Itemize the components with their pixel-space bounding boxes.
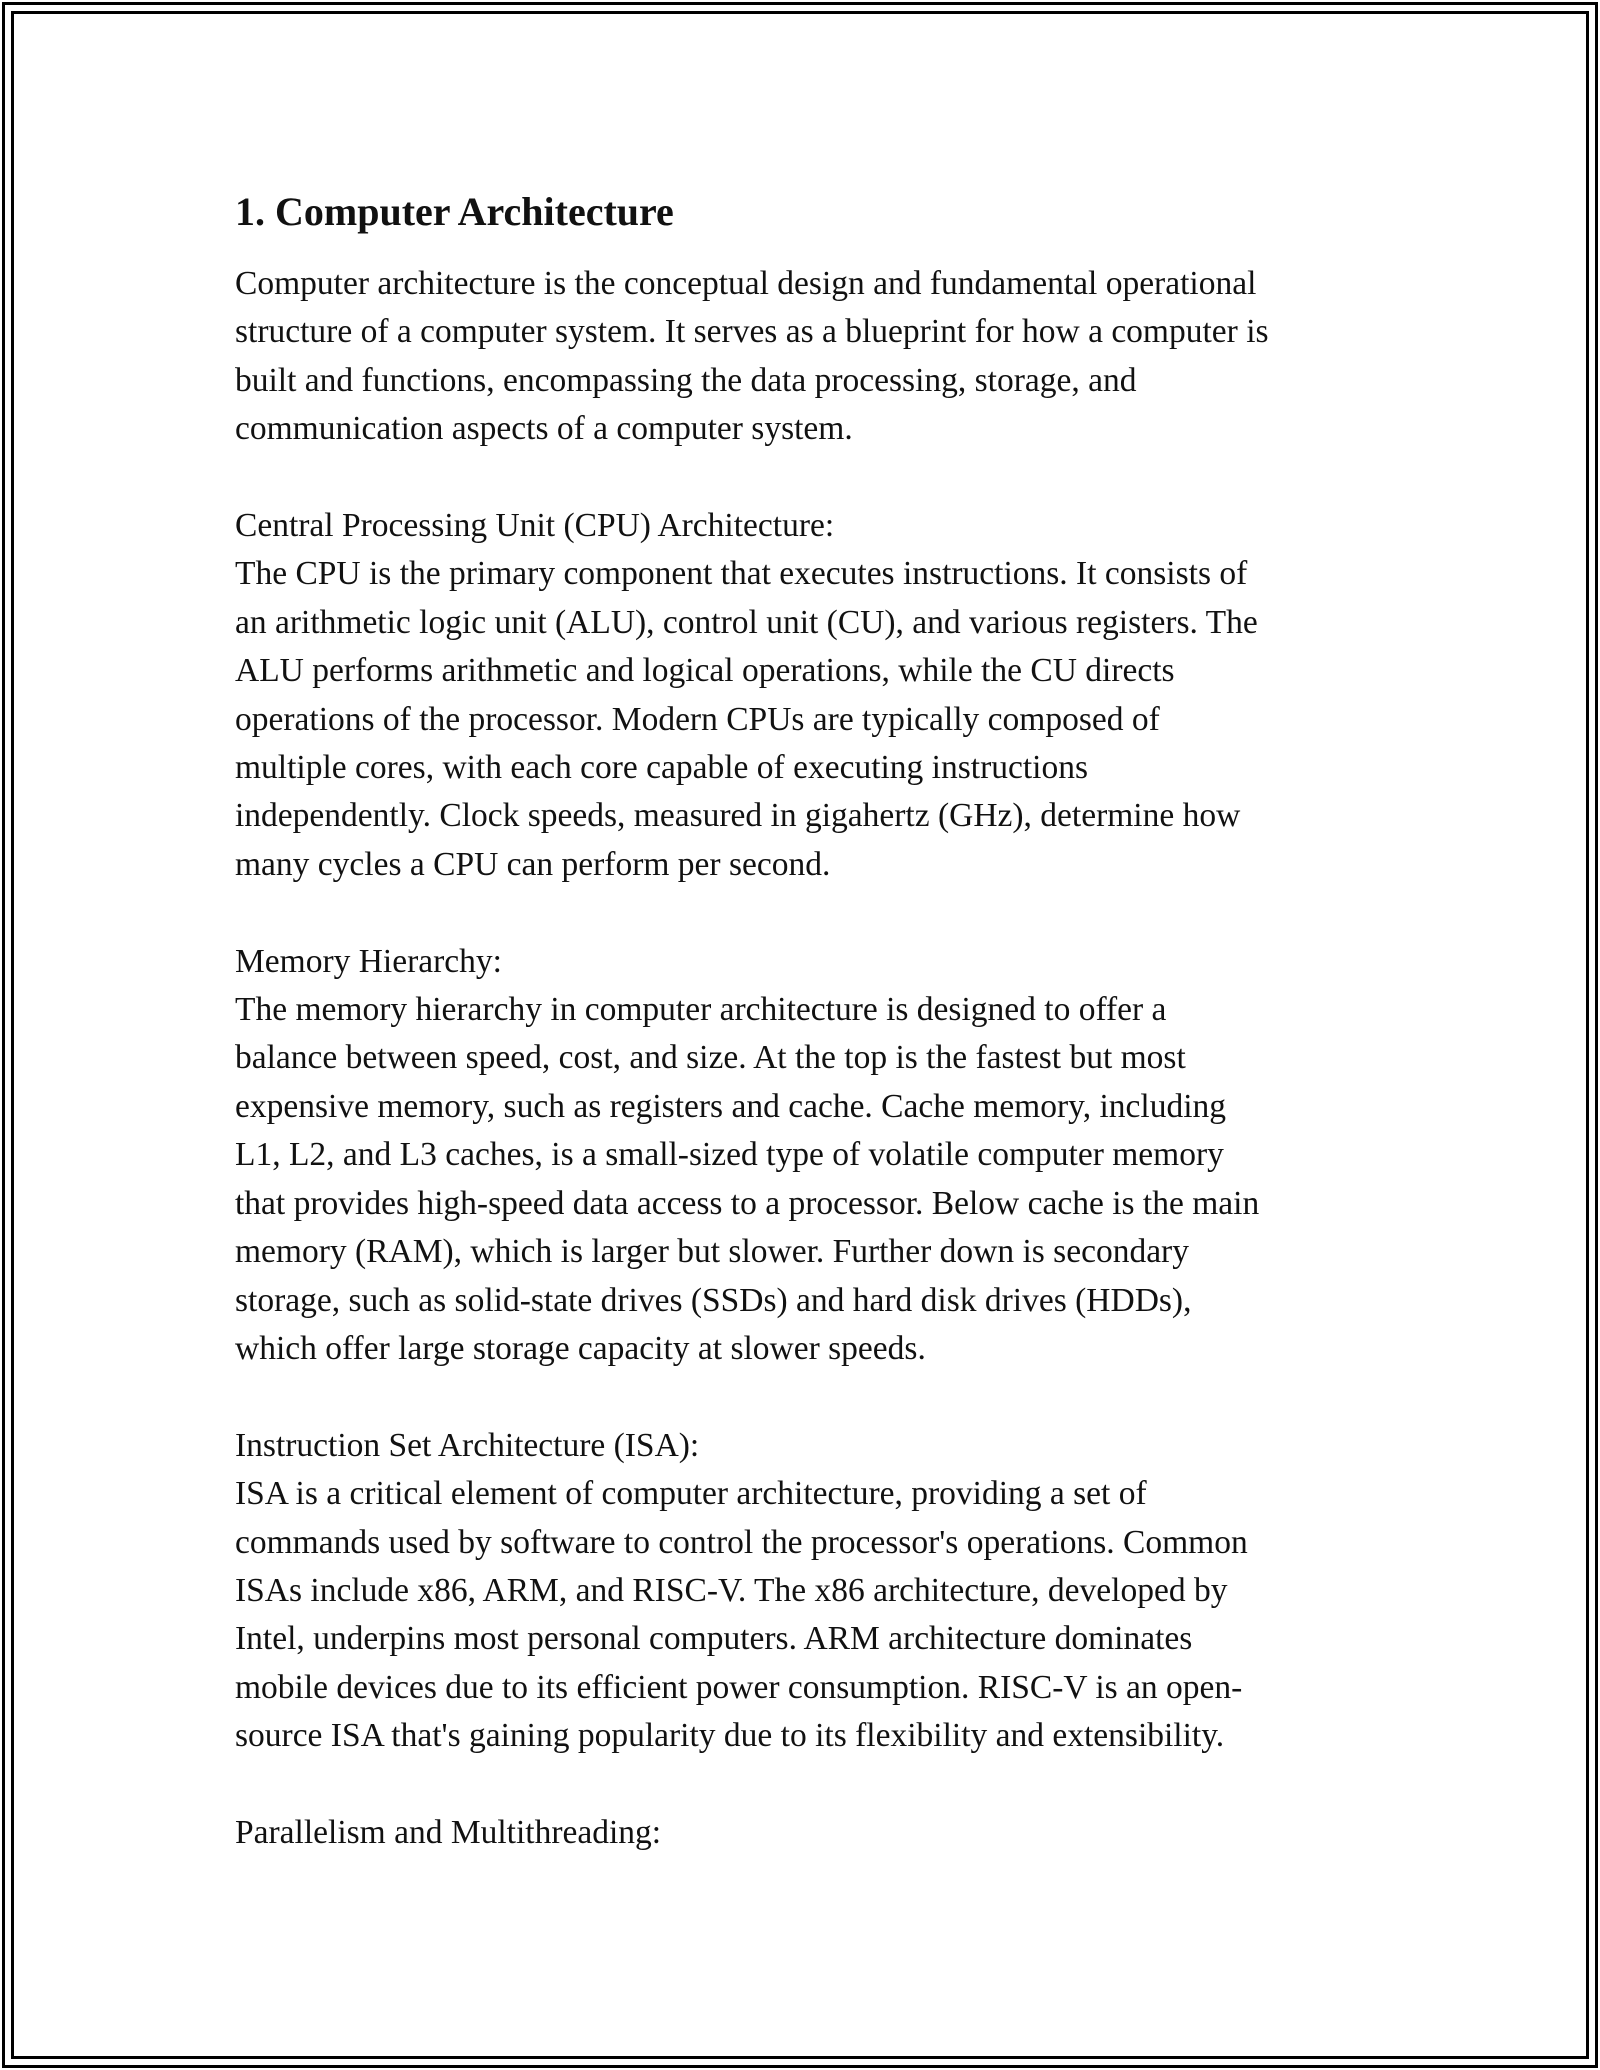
section-line: The memory hierarchy in computer architecture is designed to offer a — [235, 991, 1167, 1029]
section-line: source ISA that's gaining popularity due to its flexibility and extensibility. — [235, 1717, 1225, 1755]
section-line: independently. Clock speeds, measured in gigahertz (GHz), determine how — [235, 797, 1241, 835]
intro-paragraph — [235, 260, 1385, 454]
section-line: ALU performs arithmetic and logical operations, while the CU directs — [235, 652, 1175, 690]
intro-line: built and functions, encompassing the data processing, storage, and — [235, 361, 1137, 399]
section-memory — [235, 938, 1385, 1374]
section-line: storage, such as solid-state drives (SSDs) and hard disk drives (HDDs), — [235, 1281, 1192, 1319]
intro-line: communication aspects of a computer system. — [235, 410, 853, 448]
document-body — [235, 186, 1385, 1857]
section-line: Intel, underpins most personal computers. ARM architecture dominates — [235, 1620, 1193, 1658]
document-heading: 1. Computer Architecture — [235, 189, 674, 234]
section-title: Memory Hierarchy: — [235, 942, 502, 980]
section-line: memory (RAM), which is larger but slower. Further down is secondary — [235, 1233, 1189, 1271]
section-title: Instruction Set Architecture (ISA): — [235, 1426, 700, 1464]
section-line: mobile devices due to its efficient power consumption. RISC-V is an open- — [235, 1668, 1243, 1706]
section-title: Central Processing Unit (CPU) Architecture: — [235, 507, 835, 545]
section-line: that provides high-speed data access to a processor. Below cache is the main — [235, 1184, 1260, 1222]
section-line: expensive memory, such as registers and cache. Cache memory, including — [235, 1087, 1227, 1125]
section-cpu — [235, 502, 1385, 889]
section-line: ISAs include x86, ARM, and RISC-V. The x86 architecture, developed by — [235, 1571, 1228, 1609]
section-title: Parallelism and Multithreading: — [235, 1813, 662, 1851]
section-line: an arithmetic logic unit (ALU), control unit (CU), and various registers. The — [235, 603, 1258, 641]
section-isa — [235, 1422, 1385, 1761]
section-line: balance between speed, cost, and size. At the top is the fastest but most — [235, 1039, 1186, 1077]
section-line: many cycles a CPU can perform per second. — [235, 845, 831, 883]
section-line: commands used by software to control the processor's operations. Common — [235, 1523, 1248, 1561]
intro-line: structure of a computer system. It serves as a blueprint for how a computer is — [235, 313, 1269, 351]
section-line: which offer large storage capacity at slower speeds. — [235, 1329, 926, 1367]
intro-line: Computer architecture is the conceptual design and fundamental operational — [235, 265, 1257, 302]
section-line: The CPU is the primary component that executes instructions. It consists of — [235, 555, 1248, 593]
section-parallelism — [235, 1809, 1385, 1857]
section-line: operations of the processor. Modern CPUs are typically composed of — [235, 700, 1160, 738]
section-line: L1, L2, and L3 caches, is a small-sized type of volatile computer memory — [235, 1136, 1224, 1174]
section-line: ISA is a critical element of computer architecture, providing a set of — [235, 1475, 1147, 1513]
section-line: multiple cores, with each core capable of executing instructions — [235, 749, 1089, 787]
